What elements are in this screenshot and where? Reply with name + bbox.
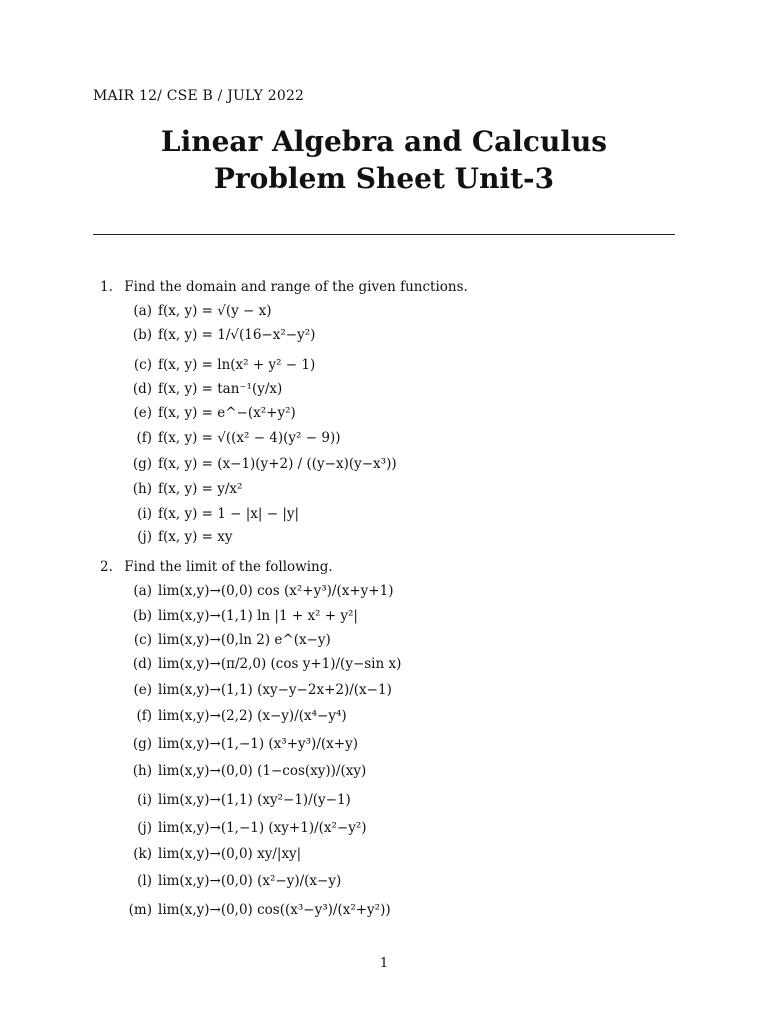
question-prompt: Find the domain and range of the given functions.: [124, 279, 468, 295]
list-item: (j) lim(x,y)→(1,−1) (xy+1)/(x²−y²): [137, 820, 367, 836]
list-item: (e) f(x, y) = e^−(x²+y²): [133, 405, 296, 421]
list-item: (e) lim(x,y)→(1,1) (xy−y−2x+2)/(x−1): [133, 682, 392, 698]
list-item: (i) lim(x,y)→(1,1) (xy²−1)/(y−1): [137, 792, 351, 808]
page-title-line2: Problem Sheet Unit-3: [213, 162, 555, 195]
list-item: (i) f(x, y) = 1 − |x| − |y|: [137, 506, 300, 522]
list-item: (c) lim(x,y)→(0,ln 2) e^(x−y): [133, 632, 331, 648]
list-item: (b) f(x, y) = 1/√(16−x²−y²): [132, 327, 316, 343]
list-item: (d) lim(x,y)→(π/2,0) (cos y+1)/(y−sin x): [132, 656, 402, 672]
list-item: (h) f(x, y) = y/x²: [132, 481, 243, 497]
list-item: (c) f(x, y) = ln(x² + y² − 1): [133, 357, 316, 373]
question-prompt: Find the limit of the following.: [124, 559, 333, 575]
question-number: 2.: [100, 559, 113, 575]
list-item: (d) f(x, y) = tan⁻¹(y/x): [132, 381, 283, 397]
page-number: 1: [379, 956, 389, 971]
page-title-line1: Linear Algebra and Calculus: [160, 125, 608, 158]
course-header: MAIR 12/ CSE B / JULY 2022: [93, 88, 305, 104]
list-item: (j) f(x, y) = xy: [137, 529, 233, 545]
list-item: (l) lim(x,y)→(0,0) (x²−y)/(x−y): [137, 873, 342, 889]
list-item: (g) f(x, y) = (x−1)(y+2) / ((y−x)(y−x³)): [132, 456, 397, 472]
list-item: (a) lim(x,y)→(0,0) cos (x²+y³)/(x+y+1): [133, 583, 394, 599]
list-item: (f) f(x, y) = √((x² − 4)(y² − 9)): [136, 430, 341, 446]
list-item: (b) lim(x,y)→(1,1) ln |1 + x² + y²|: [132, 608, 358, 624]
question-1: [100, 279, 468, 295]
list-item: (f) lim(x,y)→(2,2) (x−y)/(x⁴−y⁴): [136, 708, 347, 724]
question-number: 1.: [100, 279, 113, 295]
list-item: (a) f(x, y) = √(y − x): [133, 303, 272, 319]
list-item: (k) lim(x,y)→(0,0) xy/|xy|: [133, 846, 302, 862]
list-item: (g) lim(x,y)→(1,−1) (x³+y³)/(x+y): [132, 736, 358, 752]
title-rule: [93, 234, 675, 235]
question-2: [100, 559, 333, 575]
list-item: (m) lim(x,y)→(0,0) cos((x³−y³)/(x²+y²)): [128, 902, 391, 918]
list-item: (h) lim(x,y)→(0,0) (1−cos(xy))/(xy): [132, 763, 367, 779]
